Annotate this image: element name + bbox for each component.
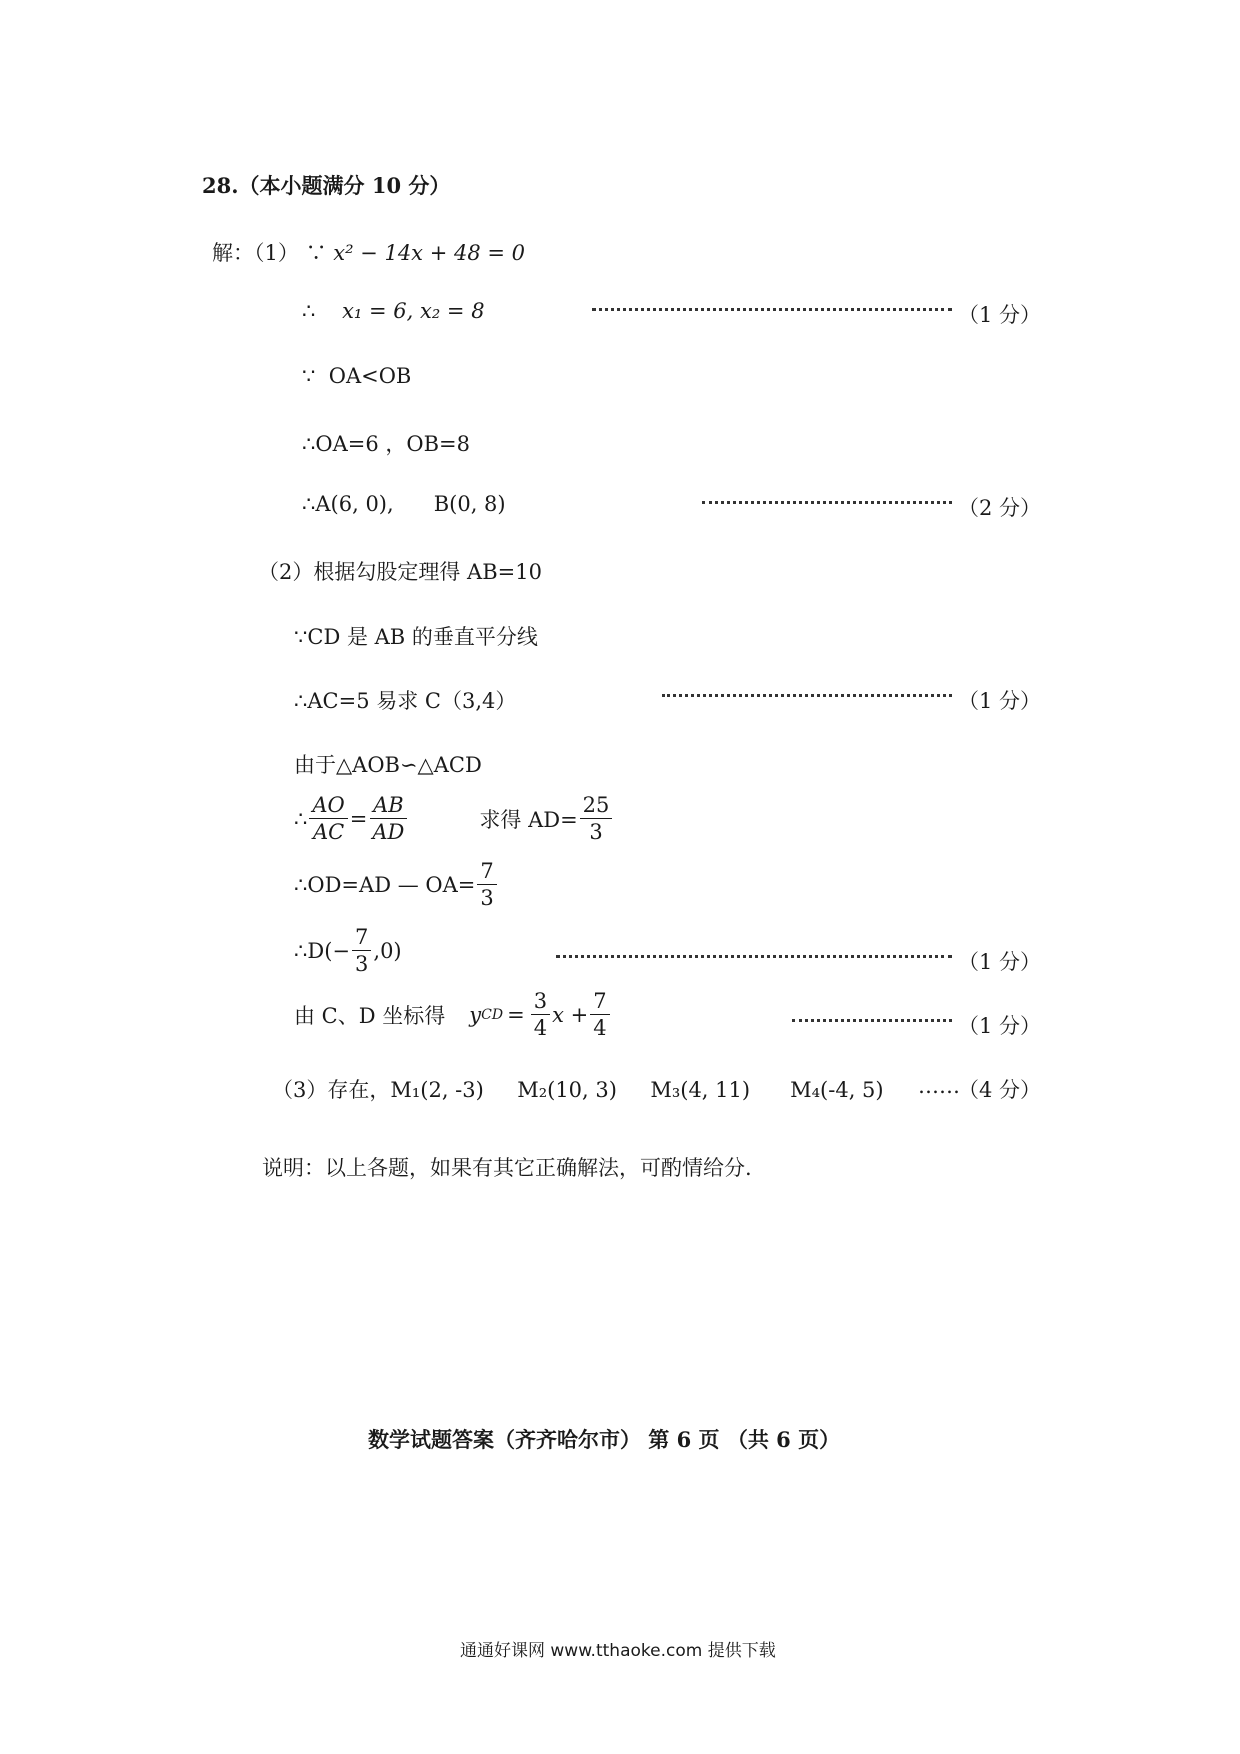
note: 说明：以上各题，如果有其它正确解法，可酌情给分. <box>262 1156 752 1180</box>
intercept-fraction <box>590 990 609 1039</box>
points-text: A(6, 0), B(0, 8) <box>315 492 506 516</box>
od-den: 3 <box>480 886 494 911</box>
d-num: 7 <box>352 926 371 951</box>
intercept-num: 7 <box>590 990 609 1015</box>
score-leader <box>556 955 952 958</box>
quadratic-equation: x² − 14x + 48 = 0 <box>333 241 525 265</box>
slope-num: 3 <box>531 990 550 1015</box>
d-fraction <box>352 926 371 975</box>
ratio-left-fraction <box>309 794 347 843</box>
score-points: （2 分） <box>958 496 1042 520</box>
pythagoras-line: （2）根据勾股定理得 AB=10 <box>258 560 542 584</box>
part1-equation-line <box>212 237 525 267</box>
perp-text: CD 是 AB 的垂直平分线 <box>307 625 538 649</box>
d-den: 3 <box>355 952 369 977</box>
score-d: （1 分） <box>958 950 1042 974</box>
part1-roots-line <box>302 299 485 323</box>
roots: x₁ = 6, x₂ = 8 <box>342 299 485 323</box>
slope-fraction <box>531 990 550 1039</box>
ratio-left-num: AO <box>309 794 347 819</box>
score-part3: （4 分） <box>958 1078 1042 1102</box>
d-point-line <box>294 926 402 975</box>
compare-text: OA<OB <box>328 364 412 388</box>
score-leader <box>792 1019 952 1022</box>
part3-line: （3）存在，M₁(2, -3) M₂(10, 3) M₃(4, 11) M₄(-4, 5) <box>272 1078 884 1102</box>
score-roots: （1 分） <box>958 303 1042 327</box>
points-line <box>302 492 506 516</box>
score-line: （1 分） <box>958 1014 1042 1038</box>
d-tail: ,0) <box>373 938 402 963</box>
score-leader <box>592 308 952 311</box>
therefore-symbol: ∴ <box>302 492 316 516</box>
ratio-left-den: AC <box>312 820 345 845</box>
source-footer: 通通好课网 www.tthaoke.com 提供下载 <box>460 1641 776 1661</box>
od-line <box>294 860 499 909</box>
ad-den: 3 <box>589 820 603 845</box>
ad-num: 25 <box>580 794 613 819</box>
lengths-text: OA=6 ，OB=8 <box>315 432 470 456</box>
ad-fraction <box>580 794 613 843</box>
perp-line <box>294 621 538 651</box>
x-plus: x + <box>552 1002 589 1027</box>
therefore-symbol: ∴ <box>294 872 308 897</box>
score-leader <box>702 501 952 504</box>
ac-line <box>294 685 516 715</box>
ratio-line: ∴ $\frac{AO}{AC}$ = $\frac{AB}{AD}$ 求得 AD= $\frac{25}{3}$ <box>294 794 614 843</box>
therefore-symbol: ∴ <box>302 432 316 456</box>
line-label: 由 C、D 坐标得 <box>294 1003 446 1028</box>
slope-den: 4 <box>533 1016 548 1041</box>
ratio-right-num: AB <box>370 794 407 819</box>
score-leader <box>662 694 952 697</box>
therefore-symbol: ∴ <box>294 806 308 831</box>
ac-text: AC=5 易求 C（3,4） <box>307 689 517 713</box>
d-label: D(− <box>307 938 351 963</box>
problem-header: 28.（本小题满分 10 分） <box>202 173 451 198</box>
ad-label: 求得 AD= <box>479 807 578 832</box>
ratio-right-fraction <box>369 794 407 843</box>
line-sub: CD <box>481 1006 504 1023</box>
part1-intro: 解：（1） <box>212 241 299 265</box>
od-num: 7 <box>477 860 496 885</box>
od-fraction <box>477 860 496 909</box>
therefore-symbol: ∴ <box>294 689 308 713</box>
od-label: OD=AD — OA= <box>307 872 476 897</box>
part3-dots: …… <box>918 1074 960 1098</box>
similar-line: 由于△AOB∽△ACD <box>294 753 482 777</box>
because-symbol: ∵ <box>305 241 327 265</box>
lengths-line <box>302 428 470 458</box>
intercept-den: 4 <box>593 1016 607 1041</box>
line-equation-line <box>294 990 612 1039</box>
page-footer: 数学试题答案（齐齐哈尔市） 第 6 页 （共 6 页） <box>368 1427 841 1452</box>
line-eq: = <box>507 1002 525 1027</box>
ratio-right-den: AD <box>372 820 405 845</box>
line-y: y <box>469 1002 482 1027</box>
because-symbol: ∵ <box>302 364 316 388</box>
because-symbol: ∵ <box>294 625 308 649</box>
therefore-symbol: ∴ <box>302 299 316 323</box>
score-ac: （1 分） <box>958 689 1042 713</box>
compare-line <box>302 364 411 388</box>
therefore-symbol: ∴ <box>294 938 308 963</box>
